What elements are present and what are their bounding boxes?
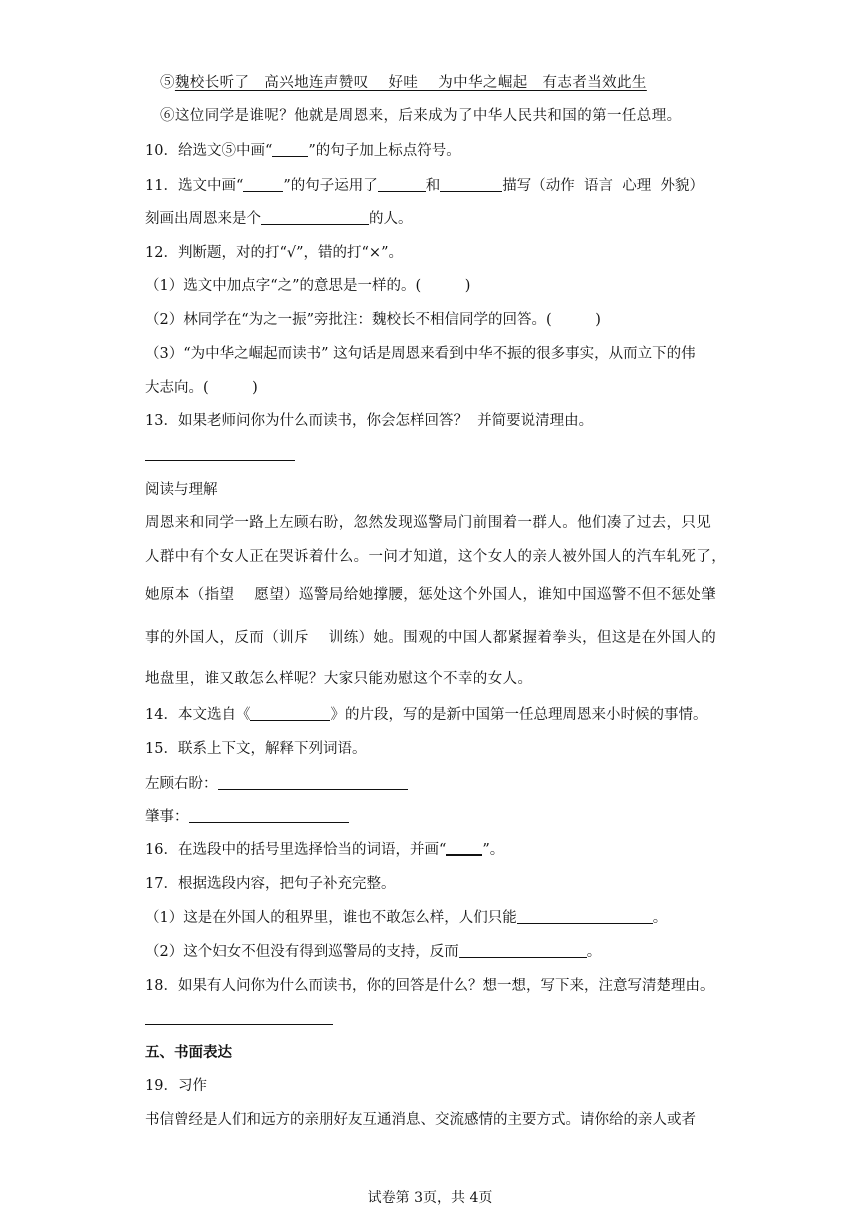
question-19: 19．习作: [145, 1078, 207, 1094]
answer-line[interactable]: [145, 460, 295, 461]
underline-mark: [243, 177, 283, 192]
passage-b-line-4: 事的外国人，反而（训斥 训练）她。围观的中国人都紧握着拳头，但这是在外国人的: [145, 630, 717, 646]
answer-blank[interactable]: [378, 177, 426, 192]
answer-blank[interactable]: [218, 775, 408, 790]
section-heading-reading: 阅读与理解: [145, 482, 218, 498]
question-17-item-1: （1）这是在外国人的租界里，谁也不敢怎么样，人们只能 。: [145, 910, 668, 926]
question-13: 13．如果老师问你为什么而读书，你会怎样回答？ 并简要说清理由。: [145, 413, 594, 429]
underline-mark: [272, 142, 308, 157]
question-15-word-2: 肇事：: [145, 807, 349, 827]
passage-b-line-2: 人群中有个女人正在哭诉着什么。一问才知道，这个女人的亲人被外国人的汽车轧死了，: [145, 549, 727, 565]
question-15-word-1: 左顾右盼：: [145, 774, 408, 794]
question-19-text: 书信曾经是人们和远方的亲朋好友互通消息、交流感情的主要方式。请你给的亲人或者: [145, 1112, 696, 1128]
question-15: 15．联系上下文，解释下列词语。: [145, 741, 367, 757]
passage-b-line-3: 她原本（指望 愿望）巡警局给她撑腰，惩处这个外国人，谁知中国巡警不但不惩处肇: [145, 587, 717, 603]
passage-line-6: ⑥这位同学是谁呢？他就是周恩来，后来成为了中华人民共和国的第一任总理。: [160, 108, 682, 124]
underline-mark: [446, 840, 482, 856]
question-18: 18．如果有人问你为什么而读书，你的回答是什么？想一想，写下来，注意写清楚理由。: [145, 978, 715, 994]
question-16: 16．在选段中的括号里选择恰当的词语，并画“ ”。: [145, 842, 505, 858]
question-12-item-3: （3）“为中华之崛起而读书” 这句话是周恩来看到中华不振的很多事实，从而立下的伟: [145, 346, 696, 362]
question-12-item-1: （1）选文中加点字“之”的意思是一样的。( ): [145, 278, 471, 294]
passage-line-5: [160, 73, 647, 93]
question-14: 14．本文选自《 》的片段，写的是新中国第一任总理周恩来小时候的事情。: [145, 707, 708, 723]
answer-blank[interactable]: [440, 177, 502, 192]
question-12-item-2: （2）林同学在“为之一振”旁批注：魏校长不相信同学的回答。( ): [145, 312, 601, 328]
answer-blank[interactable]: [250, 706, 330, 721]
answer-line[interactable]: [145, 1024, 333, 1025]
question-17-item-2: （2）这个妇女不但没有得到巡警局的支持，反而 。: [145, 944, 602, 960]
question-11: 11．选文中画“ ”的句子运用了 和 描写（动作 语言 心理 外貌）: [145, 178, 704, 194]
question-12: 12．判断题，对的打“√”，错的打“×”。: [145, 245, 403, 261]
question-17: 17．根据选段内容，把句子补充完整。: [145, 876, 396, 892]
answer-blank[interactable]: [459, 943, 587, 958]
question-10: 10．给选文⑤中画“ ”的句子加上标点符号。: [145, 143, 461, 159]
answer-blank[interactable]: [261, 210, 369, 225]
answer-blank[interactable]: [189, 808, 349, 823]
answer-blank[interactable]: [517, 909, 653, 924]
circled-number: ⑤: [160, 75, 175, 91]
underlined-sentence: 魏校长听了 高兴地连声赞叹 好哇 为中华之崛起 有志者当效此生: [174, 75, 647, 91]
question-12-item-3-cont: 大志向。( ): [145, 380, 258, 396]
question-11-cont: 刻画出周恩来是个 的人。: [145, 211, 413, 227]
section-heading-writing: 五、书面表达: [145, 1044, 232, 1061]
passage-b-line-5: 地盘里，谁又敢怎么样呢？大家只能劝慰这个不幸的女人。: [145, 671, 533, 687]
page-footer: 试卷第 3页，共 4页: [367, 1190, 493, 1206]
passage-b-line-1: 周恩来和同学一路上左顾右盼，忽然发现巡警局门前围着一群人。他们凑了过去，只见: [145, 515, 712, 531]
